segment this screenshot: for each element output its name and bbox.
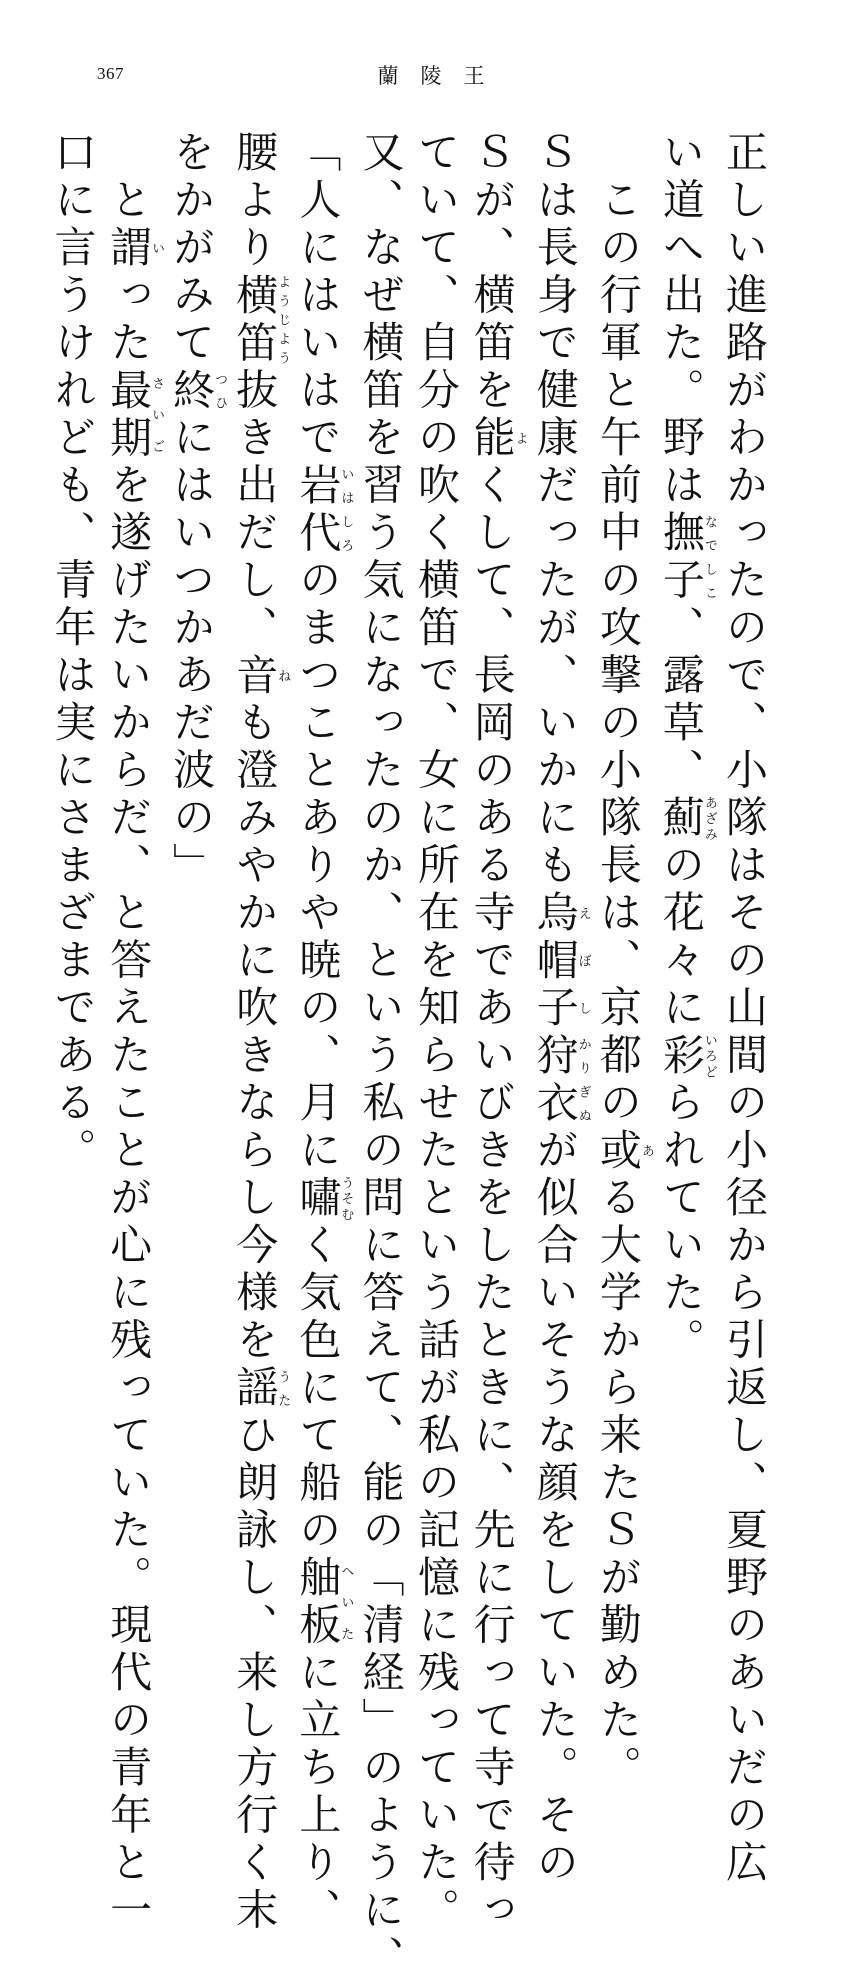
text-run: 正しい進路がわかったので、小隊はその山間の小径から引返し、夏野のあいだの広 [720, 130, 769, 1888]
text-run: った [104, 272, 154, 368]
text-run: を遂げたいからだ、と答えたことが心に残っていた。現代の青年と一 [104, 462, 154, 1935]
text-run: 腰より [230, 130, 280, 273]
ruby-annotated-word: 狩衣かりぎぬ [530, 1032, 591, 1128]
text-run: Ｓが、横笛を [467, 130, 517, 415]
text-run: られていた。 [656, 1080, 706, 1365]
text-run: にはいつかあだ波の」 [167, 415, 217, 890]
text-run: 、露草、 [656, 605, 706, 795]
furigana: いろど [701, 1032, 717, 1080]
furigana: いはしろ [338, 462, 354, 558]
furigana: さいご [149, 367, 165, 463]
furigana: あざみ [701, 795, 717, 843]
text-run: くして、長岡のある寺であいびきをしたときに、先に行って寺で待っ [467, 462, 517, 1935]
ruby-annotated-word: 能よ [467, 415, 528, 463]
furigana: ようじよう [275, 272, 291, 368]
text-column [227, 130, 291, 1935]
furigana: し [575, 985, 591, 1033]
ruby-annotated-word: 子し [530, 985, 591, 1033]
text-run: が似合いそうな顔をしていた。その [530, 1127, 580, 1888]
text-run: 又、なぜ横笛を習う気になったのか、という私の問に答えて、能の「清経」のように、 [356, 130, 406, 1983]
ruby-annotated-word: 撫子なでしこ [656, 510, 717, 605]
text-run: 「人にはいはで [293, 130, 343, 463]
text-column [408, 130, 464, 1935]
text-column [100, 130, 165, 1935]
text-run: ていて、自分の吹く横笛で、女に所在を知らせたという話が私の記憶に残っていた。 [412, 130, 462, 1935]
ruby-annotated-word: 薊あざみ [656, 795, 717, 843]
ruby-annotated-word: 横笛ようじよう [230, 272, 291, 368]
ruby-annotated-word: 彩いろど [656, 1032, 717, 1080]
text-run: く気色にて船の [293, 1222, 343, 1555]
ruby-annotated-word: 謡うた [230, 1365, 291, 1413]
furigana: あ [638, 1127, 654, 1175]
text-column [590, 130, 654, 1793]
ruby-annotated-word: 嘯うそむ [293, 1175, 354, 1223]
furigana: ぼ [575, 937, 591, 985]
running-title: 蘭陵王 [377, 64, 507, 88]
text-column [527, 130, 591, 1888]
text-column [45, 130, 101, 1175]
text-run: のまつことありや暁の、月に [293, 557, 343, 1175]
text-run: をかがみて [167, 130, 217, 368]
text-column [164, 130, 227, 1130]
ruby-annotated-word: 終つひ [167, 367, 228, 415]
ruby-annotated-word: 舳板へいた [293, 1555, 354, 1650]
furigana: い [149, 225, 165, 273]
vertical-text-body [48, 130, 772, 1983]
text-run: い道へ出た。野は [656, 130, 706, 510]
text-run: ひ朗詠し、来し方行く末 [230, 1412, 280, 1935]
text-column [653, 130, 717, 1365]
ruby-annotated-word: 岩代いはしろ [293, 462, 354, 558]
text-run: の花々に [656, 842, 706, 1033]
page-number: 367 [97, 64, 124, 83]
text-column [716, 130, 772, 1888]
text-run: も澄みやかに吹きならし今様を [230, 700, 280, 1365]
furigana: うそむ [338, 1175, 354, 1223]
text-run: 口に言うけれども、青年は実にさまざまである。 [48, 130, 98, 1175]
text-run: Ｓは長身で健康だったが、いかにも [530, 130, 580, 890]
text-run: と [104, 130, 154, 225]
ruby-annotated-word: 最期さいご [104, 367, 165, 463]
ruby-annotated-word: 或あ [593, 1127, 654, 1175]
furigana: よ [512, 415, 528, 463]
furigana: え [575, 890, 591, 938]
text-run: に立ち上り、 [293, 1650, 343, 1935]
furigana: うた [275, 1365, 291, 1413]
furigana: つひ [212, 367, 228, 415]
furigana: へいた [338, 1555, 354, 1650]
ruby-annotated-word: 帽ぼ [530, 937, 591, 985]
ruby-annotated-word: 烏え [530, 890, 591, 938]
text-column [353, 130, 409, 1983]
furigana: かりぎぬ [575, 1032, 591, 1128]
furigana: ね [275, 652, 291, 700]
ruby-annotated-word: 謂い [104, 225, 165, 273]
text-run: この行軍と午前中の攻撃の小隊長は、京都の [593, 130, 643, 1128]
furigana: なでしこ [701, 510, 717, 605]
text-run: る大学から来たＳが勤めた。 [593, 1175, 643, 1793]
text-column [290, 130, 354, 1935]
ruby-annotated-word: 音ね [230, 652, 291, 700]
text-run: 抜き出だし、 [230, 367, 280, 653]
text-column [0, 130, 45, 1130]
text-column [464, 130, 528, 1935]
text-run [0, 130, 42, 178]
